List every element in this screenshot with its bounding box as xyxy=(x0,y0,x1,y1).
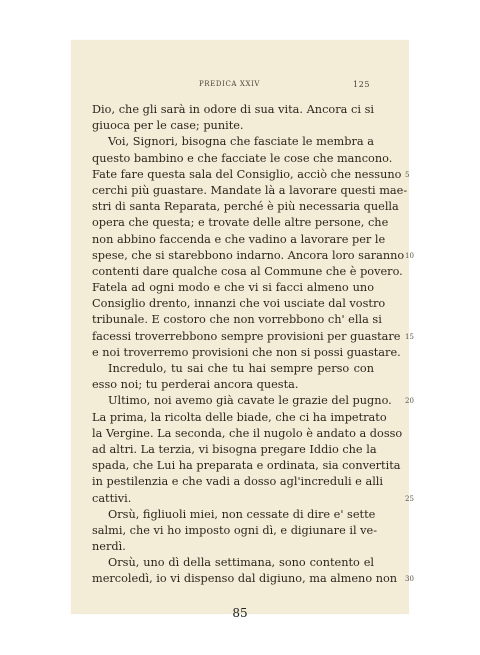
line-text: cattivi. xyxy=(92,491,132,505)
line-text: la Vergine. La seconda, che il nugolo è andato a dosso xyxy=(92,426,403,440)
line-text: stri di santa Reparata, perché è più necessaria quella xyxy=(92,200,399,214)
text-line xyxy=(92,296,386,312)
line-text: in pestilenzia e che vadi a dosso agl'increduli e alli xyxy=(92,475,384,489)
line-text: Consiglio drento, innanzi che voi usciate dal vostro xyxy=(92,297,386,311)
line-text: facessi troverrebbono sempre provisioni per guastare xyxy=(92,329,401,343)
text-line xyxy=(92,523,378,539)
page-number: 125 xyxy=(353,80,371,89)
text-line xyxy=(92,426,403,442)
line-number: 10 xyxy=(405,251,414,260)
line-text: non abbino faccenda e che vadino a lavorare per le xyxy=(92,232,386,246)
text-line xyxy=(92,571,414,587)
text-line xyxy=(92,264,403,280)
text-line xyxy=(92,118,374,134)
line-text: giuoca per le case; punite. xyxy=(92,119,244,133)
line-number: 5 xyxy=(405,170,410,179)
text-line xyxy=(92,102,374,118)
text-line xyxy=(92,410,387,426)
body-text xyxy=(92,102,414,588)
text-line xyxy=(92,377,374,393)
text-line xyxy=(92,199,399,215)
line-text: contenti dare qualche cosa al Commune che è povero. xyxy=(92,264,403,278)
line-text: Voi, Signori, bisogna che fasciate le membra a xyxy=(108,135,374,149)
text-line xyxy=(92,134,374,150)
line-text: Orsù, figliuoli miei, non cessate di dire e' sette xyxy=(108,507,376,521)
line-text: La prima, la ricolta delle biade, che ci ha impetrato xyxy=(92,410,387,424)
text-line xyxy=(92,555,374,571)
line-text: Fatela ad ogni modo e che vi si facci almeno uno xyxy=(92,281,374,295)
line-text: Incredulo, tu sai che tu hai sempre perso con xyxy=(108,362,374,375)
folio-number: 85 xyxy=(232,606,248,620)
book-page xyxy=(71,40,414,614)
line-text: nerdì. xyxy=(92,540,126,554)
text-line xyxy=(92,232,386,248)
text-line xyxy=(92,215,389,231)
line-text: spada, che Lui ha preparata e ordinata, sia convertita xyxy=(92,459,401,473)
line-text: Orsù, uno dì della settimana, sono contento el xyxy=(108,556,374,570)
line-text: e noi troverremo provisioni che non si possi guastare. xyxy=(92,345,401,359)
line-text: Fate fare questa sala del Consiglio, acciò che nessuno xyxy=(92,167,402,181)
line-text: Ultimo, noi avemo già cavate le grazie del pugno. xyxy=(108,394,392,408)
line-text: mercoledì, io vi dispenso dal digiuno, ma almeno non xyxy=(92,572,398,586)
line-text: spese, che si starebbono indarno. Ancora loro saranno xyxy=(92,248,405,262)
line-text: esso noi; tu perderai ancora questa. xyxy=(92,378,299,392)
text-line xyxy=(92,312,382,328)
text-line xyxy=(92,248,414,264)
line-text: ad altri. La terzia, vi bisogna pregare Iddio che la xyxy=(92,442,377,456)
text-line xyxy=(92,329,414,345)
text-line xyxy=(92,183,408,199)
text-line xyxy=(92,280,374,296)
text-line xyxy=(92,507,374,523)
text-line xyxy=(92,361,374,377)
text-line xyxy=(92,491,414,507)
line-text: Dio, che gli sarà in odore di sua vita. Ancora ci si xyxy=(92,103,374,116)
text-line xyxy=(92,474,384,490)
line-text: opera che questa; e trovate delle altre persone, che xyxy=(92,216,389,230)
text-line xyxy=(92,151,393,167)
line-number: 25 xyxy=(405,494,414,503)
running-title: PREDICA XXIV xyxy=(199,80,261,88)
text-line xyxy=(92,393,414,409)
line-text: salmi, che vi ho imposto ogni dì, e digiunare il ve- xyxy=(92,523,378,537)
text-line xyxy=(92,442,377,458)
text-line xyxy=(92,539,374,555)
text-line xyxy=(92,167,410,183)
line-number: 20 xyxy=(405,397,414,406)
text-line xyxy=(92,458,401,474)
text-line xyxy=(92,345,401,361)
line-text: questo bambino e che facciate le cose che mancono. xyxy=(92,151,393,165)
line-number: 30 xyxy=(405,575,414,584)
line-number: 15 xyxy=(405,332,414,341)
line-text: tribunale. E costoro che non vorrebbono ch' ella si xyxy=(92,313,382,327)
line-text: cerchi più guastare. Mandate là a lavorare questi mae- xyxy=(92,183,408,197)
